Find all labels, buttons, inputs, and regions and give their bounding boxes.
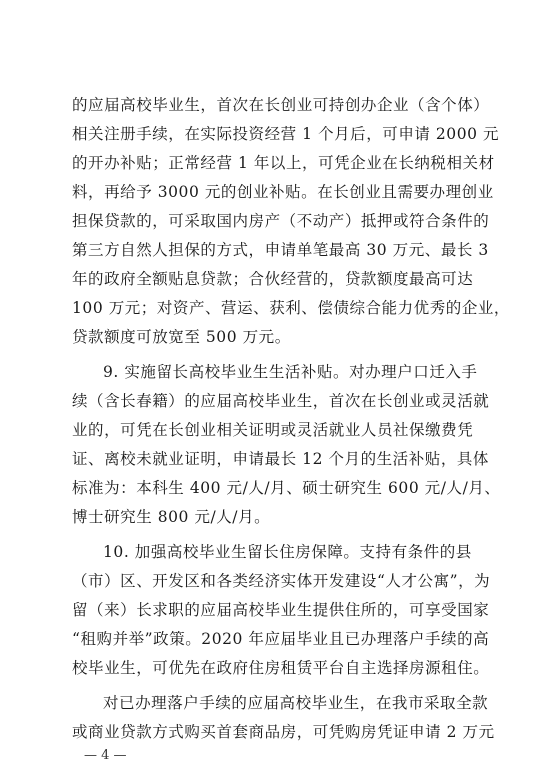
text-line: 担保贷款的，可采取国内房产（不动产）抵押或符合条件的 — [72, 212, 490, 230]
paragraph-housing-support — [72, 538, 490, 683]
text-line: 相关注册手续，在实际投资经营 1 个月后，可申请 2000 元 — [72, 125, 500, 143]
text-line: 留（来）长求职的应届高校毕业生提供住所的，可享受国家 — [72, 601, 490, 619]
text-line: 年的政府全额贴息贷款；合伙经营的，贷款额度最高可达 — [72, 270, 474, 288]
text-line: 第三方自然人担保的方式，申请单笔最高 30 万元、最长 3 — [72, 241, 489, 259]
text-line: （市）区、开发区和各类经济实体开发建设“人才公寓”，为 — [72, 572, 491, 590]
body-text — [72, 91, 510, 747]
text-line: 的开办补贴；正常经营 1 年以上，可凭企业在长纳税相关材 — [72, 154, 495, 172]
text-line: 证、离校未就业证明，申请最长 12 个月的生活补贴，具体 — [72, 450, 489, 468]
text-line: 或商业贷款方式购买首套商品房，可凭购房凭证申请 2 万元 — [72, 723, 495, 741]
text-line: 博士研究生 800 元/人/月。 — [72, 508, 271, 526]
paragraph-entrepreneurship-subsidy — [72, 91, 510, 352]
text-line: 100 万元；对资产、营运、获利、偿债综合能力优秀的企业， — [72, 299, 510, 317]
text-line: 10. 加强高校毕业生留长住房保障。支持有条件的县 — [103, 543, 472, 561]
paragraph-home-purchase — [72, 689, 495, 747]
text-line: 校毕业生，可优先在政府住房租赁平台自主选择房源租住。 — [72, 659, 490, 677]
text-line: 9. 实施留长高校毕业生生活补贴。对办理户口迁入手 — [103, 363, 478, 381]
text-line: 料，再给予 3000 元的创业补贴。在长创业且需要办理创业 — [72, 183, 494, 201]
text-line: 的应届高校毕业生，首次在长创业可持创办企业（含个体） — [72, 96, 490, 114]
text-line: 业的，可凭在长创业相关证明或灵活就业人员社保缴费凭 — [72, 421, 474, 439]
text-line: 标准为：本科生 400 元/人/月、硕士研究生 600 元/人/月、 — [72, 479, 501, 497]
paragraph-living-subsidy — [72, 358, 501, 532]
text-line: 续（含长春籍）的应届高校毕业生，首次在长创业或灵活就 — [72, 392, 490, 410]
text-line: 对已办理落户手续的应届高校毕业生，在我市采取全款 — [103, 694, 489, 712]
text-line: 贷款额度可放宽至 500 万元。 — [72, 328, 291, 346]
page-number: — 4 — — [84, 748, 127, 763]
text-line: “租购并举”政策。2020 年应届毕业且已办理落户手续的高 — [72, 630, 490, 648]
